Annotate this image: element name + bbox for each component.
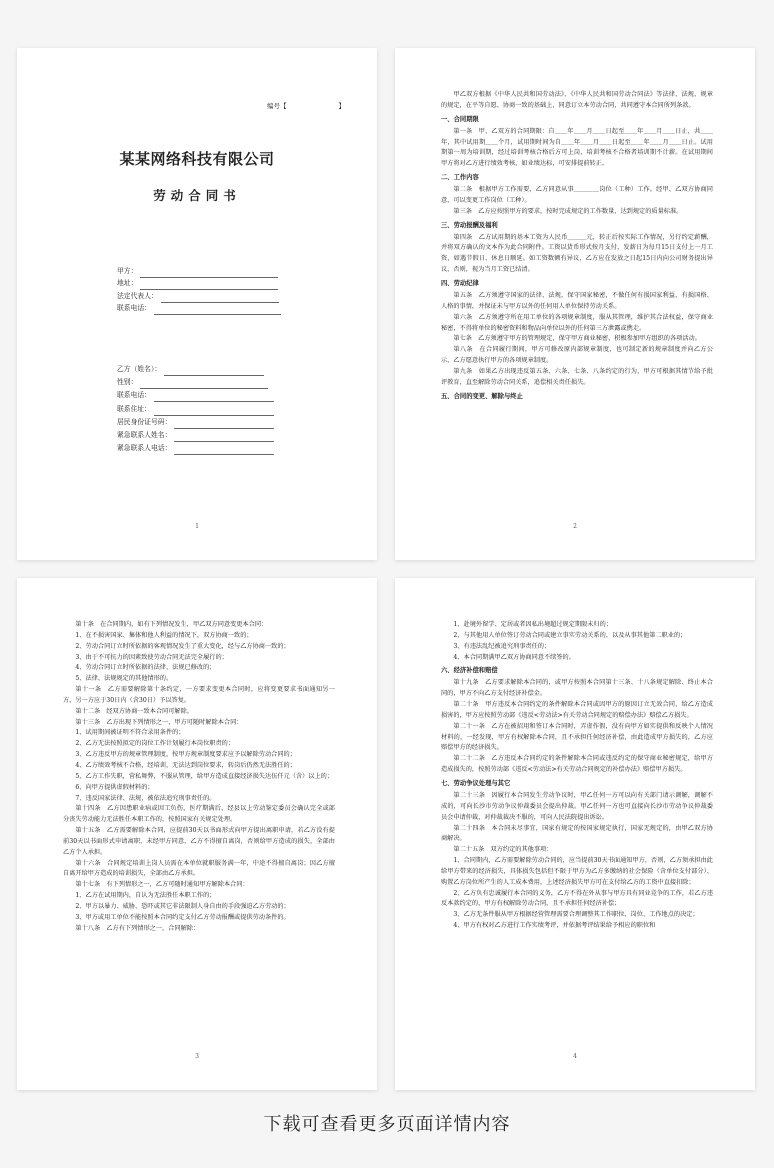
article-paragraph: 1、乙方在试用期内，自认为无法胜任本职工作的； — [75, 892, 216, 900]
article-paragraph: 4、乙方绩效考核不合格，经培训，无法达到岗位要求，转岗后仍然无法胜任的； — [75, 761, 296, 769]
article-paragraph: 3、甲方或用工单位不能按照本合同约定支付乙方劳动报酬或提供劳动条件的。 — [75, 913, 290, 921]
article-paragraph: 2、乙方无法按照拟定的岗位工作计划履行本岗位职责的； — [75, 740, 235, 748]
article-paragraph: 第三条 乙方应按照甲方的要求，按时完成规定的工作数量，达到规定的质量标准。 — [453, 207, 683, 215]
article-paragraph: 第十九条 乙方要求解除本合同的，或甲方按照本合同第十三条、十八条规定解除、终止本合同的，甲方不向乙方支付经济补偿金。 — [441, 679, 713, 698]
article-paragraph: 第二条 根据甲方工作需要，乙方同意从事＿＿＿＿岗位（工种）工作。经甲、乙双方协商同意，可以变更工作岗位（工种）。 — [441, 186, 713, 204]
article-paragraph: 第二十条 甲方违反本合同约定的条件解除本合同或因甲方的原因订立无效合同，给乙方造成损害的，甲方应按照劳动部《违反<劳动法>有关劳动合同规定的赔偿办法》赔偿乙方损失。 — [441, 701, 713, 719]
article-paragraph: 4、本合同期满甲乙双方协商同意不续签的。 — [453, 653, 575, 661]
page-number: 3 — [195, 1052, 199, 1060]
party-a-rep-field: 法定代表人： — [117, 291, 279, 303]
party-b-address-field: 联系住址： — [117, 404, 274, 416]
article-paragraph: 2、乙方负有忠诚履行本合同的义务，乙方不得在外从事与甲方具有同业竞争的工作，若乙方违反本款约定的，甲方有权解除劳动合同，且不承担任何经济补偿； — [441, 889, 713, 908]
article-paragraph: 3、乙方违反甲方的规章管理制度，按甲方规章制度要求应予以解除劳动合同的； — [75, 751, 296, 759]
download-more-footer: 下载可查看更多页面详情内容 — [263, 1114, 511, 1135]
article-paragraph: 第一条 甲、乙双方的合同期限：自＿＿年＿＿月＿＿日起至＿＿年＿＿月＿＿日止，共＿＿年，其中试用期＿＿个月，试用期时间为自＿＿年＿＿月＿＿日起至＿＿年＿＿月＿＿日止。试用期第一周为培训期，经过培训考核合格后方可上岗，培训考核不合格者培训期不计薪。在试用期间甲方将对乙方进行绩效考核，如业绩达标，可安排提前转正。 — [441, 127, 713, 168]
article-paragraph: 1、在不损害国家、集体和他人利益的情况下，双方协商一致的； — [75, 631, 253, 639]
page-number: 2 — [573, 522, 577, 530]
article-paragraph: 第十五条 乙方需要解除本合同，应提前30天以书面形式向甲方提出离职申请，若乙方没有提前30天以书面形式申请离职，未经甲方同意，乙方不得擅自离岗，否则给甲方造成的损失，全部由乙方个人承担。 — [63, 827, 335, 856]
party-a-address-field: 地址： — [117, 278, 278, 290]
article-paragraph: 第十二条 经双方协商一致本合同可解除。 — [75, 707, 193, 715]
contract-page-4 — [395, 578, 755, 1090]
party-a-name-field: 甲方： — [117, 266, 278, 278]
article-paragraph: 第二十四条 本合同未尽事宜，国家有规定的按国家规定执行，国家无规定的，由甲乙双方协商解决。 — [441, 824, 713, 843]
article-paragraph: 第二十三条 因履行本合同发生劳动争议时，甲乙任何一方可以向有关部门请示调解，调解不成的，可向长沙市劳动争议仲裁委员会提出仲裁。甲乙任何一方也可直接向长沙市劳动争议仲裁委员会申请仲裁，对仲裁裁决不服的，可向人民法院提出诉讼。 — [441, 792, 713, 821]
article-paragraph: 5、乙方工作失职，营私舞弊，不服从管理，给甲方造成直接经济损失达伍仟元（含）以上的； — [75, 772, 334, 780]
contract-page-1 — [17, 48, 377, 560]
party-b-phone-field: 联系电话： — [117, 390, 274, 402]
article-paragraph: 第二十一条 乙方在被招用和签订本合同时，弄虚作假，没有向甲方如实提供和反映个人情况材料的，一经发现，甲方有权解除本合同，且不承担任何经济补偿，由此造成甲方损失的，乙方应赔偿甲方的经济损失。 — [441, 722, 713, 752]
section-heading: 二、工作内容 — [441, 174, 479, 182]
contract-title: 劳动合同书 — [153, 188, 241, 203]
contract-page-3 — [17, 578, 377, 1090]
article-paragraph: 第二十二条 乙方违反本合同约定的条件解除本合同或违反约定的保守商业秘密规定，给甲方造成损失的，按照劳动部《违反<劳动法>有关劳动合同规定的补偿办法》赔偿甲方损失。 — [441, 755, 713, 774]
article-paragraph: 第七条 乙方须遵守甲方的管理规定，保守甲方商业秘密，积极参加甲方组织的各项活动。 — [453, 335, 701, 343]
page-3-body — [63, 620, 335, 934]
article-paragraph: 第九条 如果乙方出现违反第五条、六条、七条、八条约定的行为，甲方可根据其情节给予批评教育，直至解除劳动合同关系，追偿相关责任损失。 — [441, 367, 713, 386]
page-number: 4 — [573, 1052, 577, 1060]
section-heading: 三、劳动报酬及福利 — [441, 221, 498, 229]
article-paragraph: 第八条 在合同履行期间，甲方可修改原内部规章制度，也可制定新的规章制度并向乙方公示，乙方愿意执行甲方的各项规章制度。 — [441, 346, 713, 365]
article-paragraph: 第六条 乙方须遵守所在用工单位的各项规章制度，服从其管理，维护其合法权益，保守商业秘密，不得将单位的秘密资料和物品向单位以外的任何第三方泄露或携走。 — [441, 313, 713, 332]
section-heading: 六、经济补偿和赔偿 — [441, 667, 498, 675]
article-paragraph: 第十四条 乙方因患职业病或因工负伤，医疗期满后，经县以上劳动鉴定委员会确认完全或部分丧失劳动能力无法胜任本职工作的，按照国家有关规定处理。 — [63, 805, 335, 824]
section-heading: 五、合同的变更、解除与终止 — [441, 392, 523, 400]
section-heading: 四、劳动纪律 — [441, 280, 479, 288]
party-b-id-field: 居民身份证号码： — [117, 417, 274, 429]
emergency-contact-name-field: 紧急联系人姓名： — [117, 430, 274, 442]
article-paragraph: 2、与其他用人单位签订劳动合同或建立事实劳动关系的，以及从事其他第二职业的； — [453, 631, 687, 639]
article-paragraph: 2、劳动合同订立时所依据的客观情况发生了重大变化，经与乙方协商一致的； — [75, 642, 290, 650]
article-paragraph: 第四条 乙方试用期的基本工资为人民币＿＿＿元，转正后按实际工作情况，另行约定薪酬，并将双方确认的文本作为此合同附件。工资以货币形式按月支付，发薪日为每月15日支付上一月工资，如遇节假日、休息日顺延。如工资数额有异议，乙方应在发放之日起15日内向公司财务提出异议，否则，视为当月工资已结清。 — [441, 233, 713, 274]
article-paragraph: 第十六条 合同规定培训上岗人员需在本单位就职服务满一年，中途不得擅自离岗；因乙方擅自离开给甲方造成的培训损失，全部由乙方承担。 — [63, 859, 335, 878]
party-b-gender-field: 性别： — [117, 377, 268, 389]
company-name: 某某网络科技有限公司 — [119, 150, 275, 168]
section-heading: 一、合同期限 — [441, 115, 479, 123]
page-2-body — [441, 90, 713, 404]
article-paragraph: 第五条 乙方须遵守国家的法律、法规，保守国家秘密，不做任何有损国家利益、有损国格、人格的事情，并保证未与甲方以外的任何用人单位保持劳动关系。 — [441, 292, 713, 310]
article-paragraph: 6、向甲方提供虚假材料的； — [75, 783, 154, 791]
article-paragraph: 1、试用期间被证明不符合录用条件的； — [75, 729, 185, 737]
article-paragraph: 第二十五条 双方约定的其他事项： — [453, 846, 553, 854]
article-paragraph: 3、乙方无条件服从甲方根据经营管理需要合理调整其工作职位、岗位、工作地点的决定； — [453, 911, 699, 919]
article-paragraph: 第十七条 有下列情形之一，乙方可随时通知甲方解除本合同： — [75, 881, 249, 889]
article-paragraph: 2、甲方以暴力、威胁、恐吓或其它非法限制人身自由的手段强迫乙方劳动的； — [75, 902, 290, 910]
party-b-name-field: 乙方（姓名）： — [117, 364, 264, 376]
article-paragraph: 3、有违法乱纪被追究刑事责任的； — [453, 642, 551, 650]
article-paragraph: 第十条 在合同期内，如有下列情况发生，甲乙双方同意变更本合同： — [75, 621, 268, 628]
article-paragraph: 7、违反国家法律、法规，被依法追究刑事责任的。 — [75, 794, 216, 802]
article-paragraph: 5、法律、法规规定的其他情形的。 — [75, 675, 173, 683]
page-4-body — [441, 620, 713, 932]
emergency-contact-phone-field: 紧急联系人电话： — [117, 443, 274, 455]
article-paragraph: 1、合同期内，乙方需要解除劳动合同的，应当提前30天书面通知甲方，否则，乙方须承担由此给甲方带来的经济损失，具体损失包括但不限于甲方为乙方多缴纳的社会保险（含单位支付部分）、购置乙方岗位所产生的人工成本费用，上述经济损失甲方可在支付给乙方的工资中直接扣除； — [441, 857, 713, 886]
intro-paragraph: 甲乙双方根据《中华人民共和国劳动法》、《中华人民共和国劳动合同法》等法律、法规、规章的规定，在平等自愿、协商一致的基础上，同意订立本劳动合同，共同遵守本合同所列条款。 — [441, 91, 713, 109]
article-paragraph: 3、由于不可抗力的因素致使劳动合同无法完全履行的； — [75, 653, 228, 661]
party-a-phone-field: 联系电话： — [117, 303, 281, 315]
article-paragraph: 第十三条 乙方出现下列情形之一，甲方可随时解除本合同： — [75, 718, 243, 726]
page-number: 1 — [195, 522, 199, 530]
article-paragraph: 1、赴境外留学、定居或者因私出境超过规定期限未归的； — [453, 621, 613, 628]
article-paragraph: 第十一条 乙方需要解除第十条约定，一方要求变更本合同时，应将变更要求书面通知另一方，另一方应于30日内（含30日）予以答复。 — [63, 686, 335, 704]
serial-number: 编号【 】 — [267, 102, 345, 110]
article-paragraph: 4、甲方有权对乙方进行工作实绩考评，并依据考评结果给予相应的职位和 — [453, 922, 656, 930]
article-paragraph: 第十八条 乙方有下列情形之一，合同解除： — [75, 924, 200, 932]
section-heading: 七、劳动争议处理与其它 — [441, 779, 511, 787]
article-paragraph: 4、劳动合同订立时所依据的法律、法规已修改的； — [75, 664, 216, 672]
contract-page-2 — [395, 48, 755, 560]
